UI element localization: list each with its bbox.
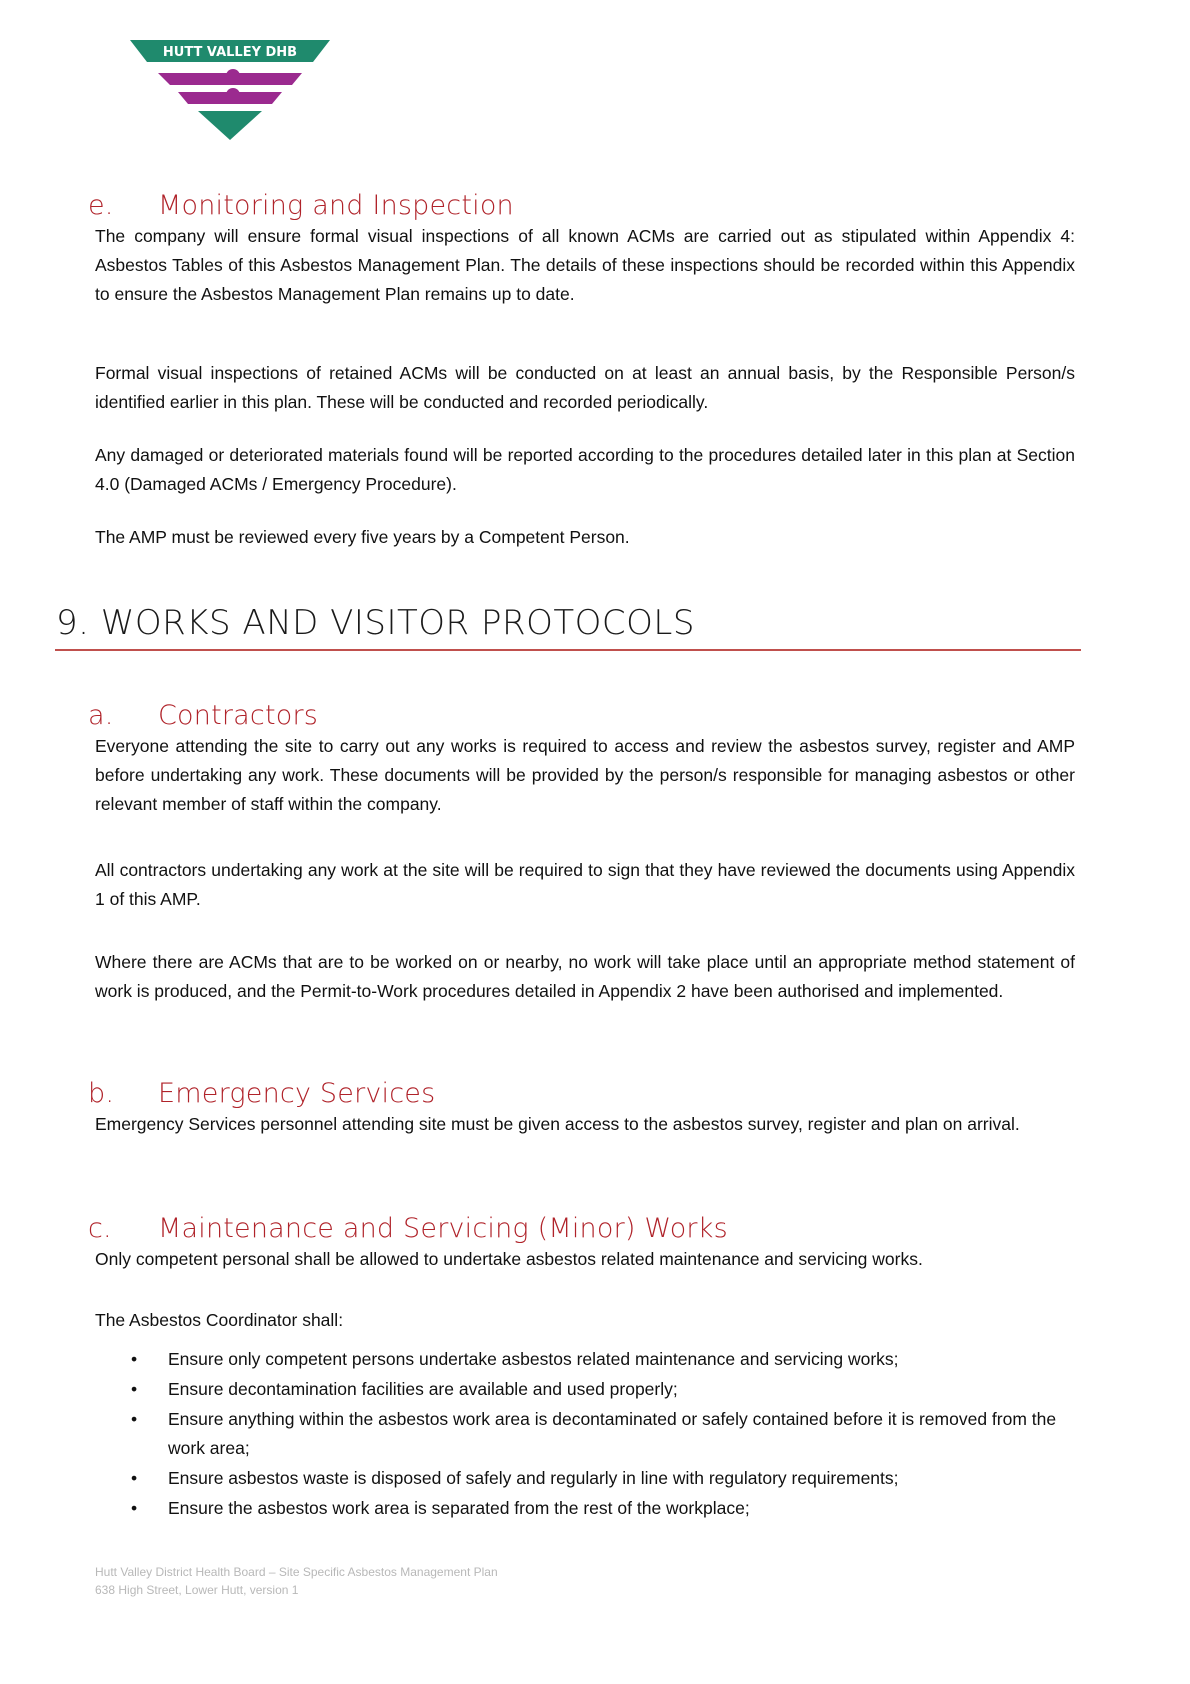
- section-9-heading: 9. WORKS AND VISITOR PROTOCOLS: [56, 603, 695, 643]
- coordinator-duties-list: [95, 1345, 1075, 1524]
- logo-icon: [130, 40, 330, 140]
- section-a-letter: a.: [88, 700, 114, 731]
- bullet-icon: •: [131, 1349, 138, 1369]
- section-c-letter: c.: [88, 1213, 112, 1244]
- section-e-paragraph: Formal visual inspections of retained ACMs will be conducted on at least an annual basis, by the Responsible Person/s identified earlier in this plan. These will be conducted and recorded periodically.: [95, 363, 1075, 412]
- list-item: • Ensure anything within the asbestos work area is decontaminated or safely contained before it is removed from the work area;: [95, 1405, 1075, 1463]
- section-a-paragraph: Everyone attending the site to carry out any works is required to access and review the asbestos survey, register and AMP before undertaking any work. These documents will be provided by the person/s responsible for managing asbestos or other relevant member of staff within the company.: [95, 736, 1075, 814]
- footer-line-2: 638 High Street, Lower Hutt, version 1: [95, 1583, 299, 1597]
- section-e-paragraph: Any damaged or deteriorated materials found will be reported according to the procedures detailed later in this plan at Section 4.0 (Damaged ACMs / Emergency Procedure).: [95, 445, 1075, 494]
- bullet-icon: •: [131, 1379, 138, 1399]
- section-c-title: Maintenance and Servicing (Minor) Works: [158, 1213, 728, 1244]
- svg-text:HUTT VALLEY DHB: HUTT VALLEY DHB: [162, 45, 298, 60]
- bullet-icon: •: [131, 1409, 138, 1429]
- section-b-heading: [88, 1078, 435, 1109]
- footer: [95, 1563, 498, 1599]
- section-e-paragraph: The AMP must be reviewed every five years by a Competent Person.: [95, 527, 630, 547]
- footer-line-1: Hutt Valley District Health Board – Site Specific Asbestos Management Plan: [95, 1565, 498, 1579]
- list-item: • Ensure the asbestos work area is separated from the rest of the workplace;: [95, 1494, 1075, 1523]
- section-c-intro: The Asbestos Coordinator shall:: [95, 1310, 344, 1330]
- section-e-heading: [88, 190, 514, 221]
- bullet-icon: •: [131, 1468, 138, 1488]
- bullet-icon: •: [131, 1498, 138, 1518]
- section-c-paragraph: Only competent personal shall be allowed to undertake asbestos related maintenance and servicing works.: [95, 1249, 923, 1269]
- list-item: • Ensure decontamination facilities are available and used properly;: [95, 1375, 1075, 1404]
- heading-divider: [55, 649, 1081, 651]
- section-b-letter: b.: [88, 1078, 115, 1109]
- section-c-heading: [88, 1213, 728, 1244]
- section-a-heading: [88, 700, 318, 731]
- section-b-title: Emergency Services: [158, 1078, 436, 1109]
- list-item: • Ensure asbestos waste is disposed of safely and regularly in line with regulatory requirements;: [95, 1464, 1075, 1493]
- section-a-paragraph: All contractors undertaking any work at the site will be required to sign that they have reviewed the documents using Appendix 1 of this AMP.: [95, 860, 1075, 909]
- section-b-paragraph: Emergency Services personnel attending site must be given access to the asbestos survey, register and plan on arrival.: [95, 1114, 1020, 1134]
- section-a-title: Contractors: [158, 700, 319, 731]
- list-item: • Ensure only competent persons undertake asbestos related maintenance and servicing works;: [95, 1345, 1075, 1374]
- section-e-paragraph: The company will ensure formal visual inspections of all known ACMs are carried out as stipulated within Appendix 4: Asbestos Tables of this Asbestos Management Plan. The details of these inspections should be recorded within this Appendix to ensure the Asbestos Management Plan remains up to date.: [95, 226, 1075, 304]
- section-e-letter: e.: [88, 190, 114, 221]
- section-a-paragraph: Where there are ACMs that are to be worked on or nearby, no work will take place until an appropriate method statement of work is produced, and the Permit-to-Work procedures detailed in Appendix 2 have been authorised and implemented.: [95, 952, 1075, 1001]
- hutt-valley-dhb-logo: [130, 40, 330, 140]
- section-e-title: Monitoring and Inspection: [158, 190, 514, 221]
